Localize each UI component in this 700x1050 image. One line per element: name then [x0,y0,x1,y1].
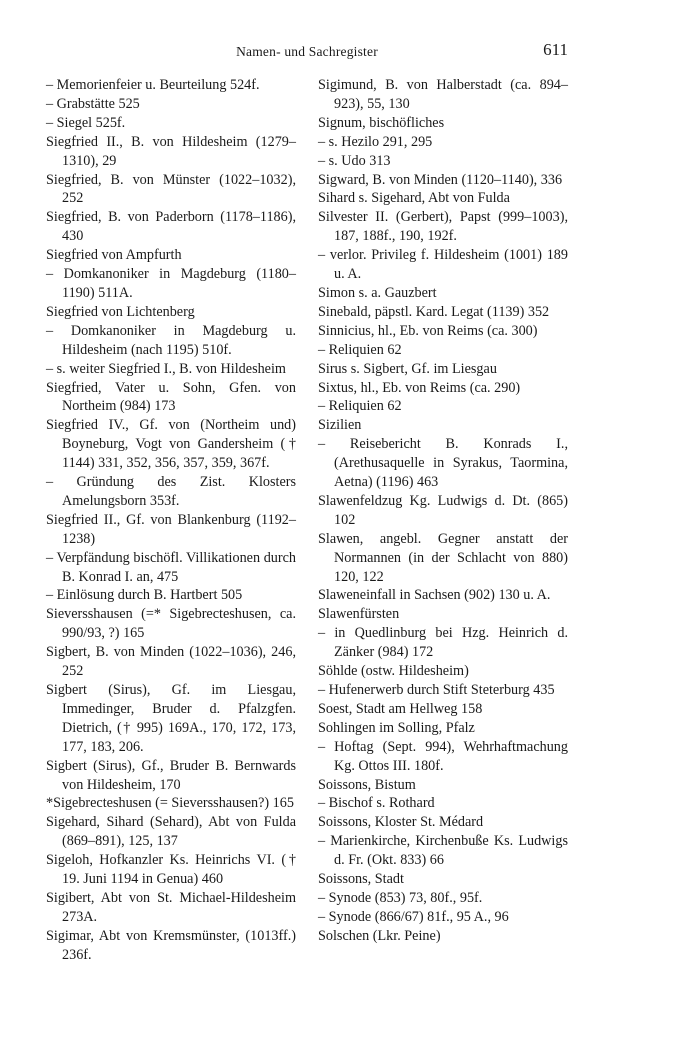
index-entry: – s. Udo 313 [318,152,391,169]
index-entry: Sigeloh, Hofkanzler Ks. Heinrichs VI. († 19. Juni 1194 in Genua) 460 [46,852,296,888]
index-entry: Sigward, B. von Minden (1120–1140), 336 [318,171,563,188]
index-entry: Slaweneinfall in Sachsen (902) 130 u. A. [318,587,551,604]
index-entry: Sizilien [318,417,362,434]
index-entry: – Domkanoniker in Magdeburg u. Hildesheim (nach 1195) 510f. [46,322,296,358]
index-entry: – Hoftag (Sept. 994), Wehrhaftmachung Kg. Ottos III. 180f. [318,738,568,774]
index-entry: Slawen, angebl. Gegner anstatt der Normannen (in der Schlacht von 880) 120, 122 [318,530,568,585]
index-entry: Slawenfeldzug Kg. Ludwigs d. Dt. (865) 102 [318,492,568,528]
index-entry: – Synode (853) 73, 80f., 95f. [318,889,483,906]
index-entry: – Reliquien 62 [318,398,402,415]
index-column-left [46,76,296,965]
index-entry: Simon s. a. Gauzbert [318,284,437,301]
index-entry: Soest, Stadt am Hellweg 158 [318,700,483,717]
index-entry: Sigibert, Abt von St. Michael-Hildesheim 273A. [46,889,296,925]
index-entry: Siegfried II., B. von Hildesheim (1279–1310), 29 [46,133,296,169]
index-entry: – Siegel 525f. [46,114,126,131]
index-entry: – Synode (866/67) 81f., 95 A., 96 [318,908,509,925]
index-entry: Siegfried von Ampfurth [46,247,182,264]
index-entry: Sigbert (Sirus), Gf., Bruder B. Bernwards von Hildesheim, 170 [46,757,296,793]
index-entry: Siegfried, B. von Paderborn (1178–1186), 430 [46,209,296,245]
index-entry: – Bischof s. Rothard [318,795,435,812]
index-entry: – Reisebericht B. Konrads I., (Arethusaquelle in Syrakus, Taormina, Aetna) (1196) 463 [318,436,568,491]
index-entry: Sieversshausen (=* Sigebrecteshusen, ca. 990/93, ?) 165 [46,606,296,642]
index-entry: Söhlde (ostw. Hildesheim) [318,663,469,680]
index-entry: Sigehard, Sihard (Sehard), Abt von Fulda (869–891), 125, 137 [46,814,296,850]
running-title: Namen- und Sachregister [236,44,378,59]
index-entry: Solschen (Lkr. Peine) [318,927,441,944]
page-number: 611 [543,40,568,59]
index-entry: Sigbert (Sirus), Gf. im Liesgau, Immedinger, Bruder d. Pfalzgfen. Dietrich, († 995) 169A., 170, 172, 173, 177, 183, 206. [46,682,296,755]
index-entry: – Memorienfeier u. Beurteilung 524f. [46,77,260,93]
index-entry: Soissons, Bistum [318,776,416,793]
index-entry: Sohlingen im Solling, Pfalz [318,719,475,736]
index-entry: Siegfried, B. von Münster (1022–1032), 252 [46,171,296,207]
index-entry: Signum, bischöfliches [318,114,445,131]
index-entry: – s. weiter Siegfried I., B. von Hildesheim [46,360,286,377]
index-entry: Soissons, Stadt [318,871,404,888]
index-entry: Sihard s. Sigehard, Abt von Fulda [318,190,510,207]
index-entry: Slawenfürsten [318,606,400,623]
index-entry: Siegfried IV., Gf. von (Northeim und) Boyneburg, Vogt von Gandersheim († 1144) 331, 352, 356, 357, 359, 367f. [46,417,296,472]
index-entry: Silvester II. (Gerbert), Papst (999–1003), 187, 188f., 190, 192f. [318,209,568,245]
index-entry: – Domkanoniker in Magdeburg (1180–1190) 511A. [46,266,296,301]
index-entry: – Hufenerwerb durch Stift Steterburg 435 [318,682,555,698]
index-entry: Sixtus, hl., Eb. von Reims (ca. 290) [318,379,521,396]
index-entry: Sinnicius, hl., Eb. von Reims (ca. 300) [318,322,538,339]
index-entry: – Grabstätte 525 [46,95,140,112]
page-header [46,40,568,64]
index-entry: – in Quedlinburg bei Hzg. Heinrich d. Zänker (984) 172 [318,625,568,661]
index-entry: Sigimar, Abt von Kremsmünster, (1013ff.) 236f. [46,927,296,963]
index-entry: *Sigebrecteshusen (= Sieversshausen?) 165 [46,795,294,812]
index-entry: – Gründung des Zist. Klosters Amelungsborn 353f. [46,474,296,509]
index-entry: Siegfried, Vater u. Sohn, Gfen. von Northeim (984) 173 [46,379,296,415]
index-entry: – Reliquien 62 [318,341,402,358]
index-entry: Siegfried von Lichtenberg [46,303,195,320]
index-entry: Sigbert, B. von Minden (1022–1036), 246, 252 [46,644,296,680]
index-entry: – Marienkirche, Kirchenbuße Ks. Ludwigs d. Fr. (Okt. 833) 66 [318,833,568,869]
index-entry: Soissons, Kloster St. Médard [318,814,484,831]
index-entry: – Verpfändung bischöfl. Villikationen durch B. Konrad I. an, 475 [46,549,296,585]
index-entry: – s. Hezilo 291, 295 [318,133,433,150]
index-entry: – Einlösung durch B. Hartbert 505 [46,587,243,604]
index-entry: Sigimund, B. von Halberstadt (ca. 894–923), 55, 130 [318,77,568,112]
index-entry: Sinebald, päpstl. Kard. Legat (1139) 352 [318,303,550,320]
index-entry: Siegfried II., Gf. von Blankenburg (1192–1238) [46,511,296,547]
index-entry: – verlor. Privileg f. Hildesheim (1001) 189 u. A. [318,247,568,283]
index-entry: Sirus s. Sigbert, Gf. im Liesgau [318,360,497,377]
index-column-right [318,76,568,946]
